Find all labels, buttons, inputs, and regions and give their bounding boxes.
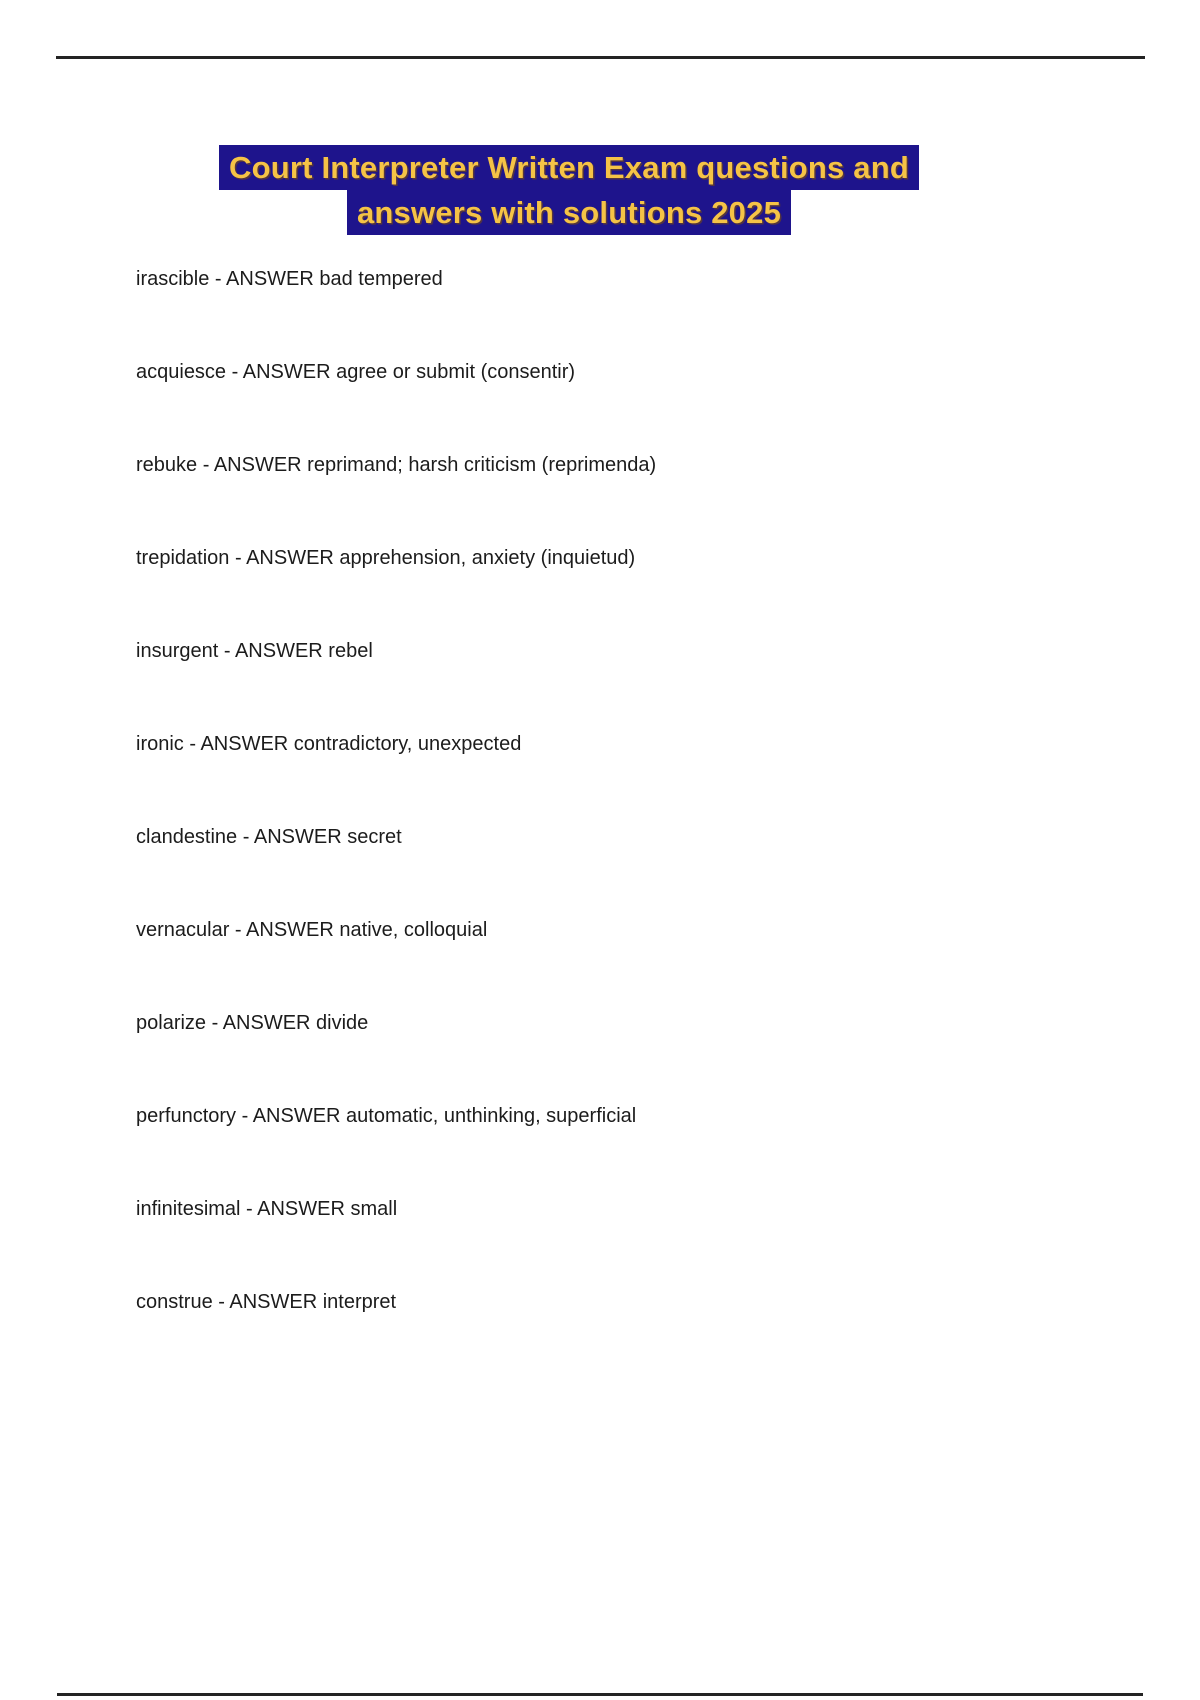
vocab-item: insurgent - ANSWER rebel [136,640,373,662]
vocab-item: perfunctory - ANSWER automatic, unthinking, superficial [136,1105,637,1127]
vocab-item: clandestine - ANSWER secret [136,826,402,848]
vocab-item: vernacular - ANSWER native, colloquial [136,919,488,941]
vocab-item: trepidation - ANSWER apprehension, anxiety (inquietud) [136,547,636,569]
document-title-line-2-text: answers with solutions 2025 [347,190,791,235]
vocab-item: acquiesce - ANSWER agree or submit (consentir) [136,361,576,383]
vocab-item: polarize - ANSWER divide [136,1012,369,1034]
document-title-line-1 [0,145,1138,190]
vocab-item: irascible - ANSWER bad tempered [136,268,443,290]
vocab-item: ironic - ANSWER contradictory, unexpected [136,733,522,755]
vocab-item: infinitesimal - ANSWER small [136,1198,398,1220]
page-bottom-rule [57,1693,1143,1696]
document-title [0,145,1138,235]
vocab-list [136,268,1120,1384]
document-title-line-2 [0,190,1138,235]
vocab-item: rebuke - ANSWER reprimand; harsh criticism (reprimenda) [136,454,657,476]
vocab-item: construe - ANSWER interpret [136,1291,397,1313]
document-title-line-1-text: Court Interpreter Written Exam questions and [219,145,919,190]
page-top-rule [56,56,1145,59]
